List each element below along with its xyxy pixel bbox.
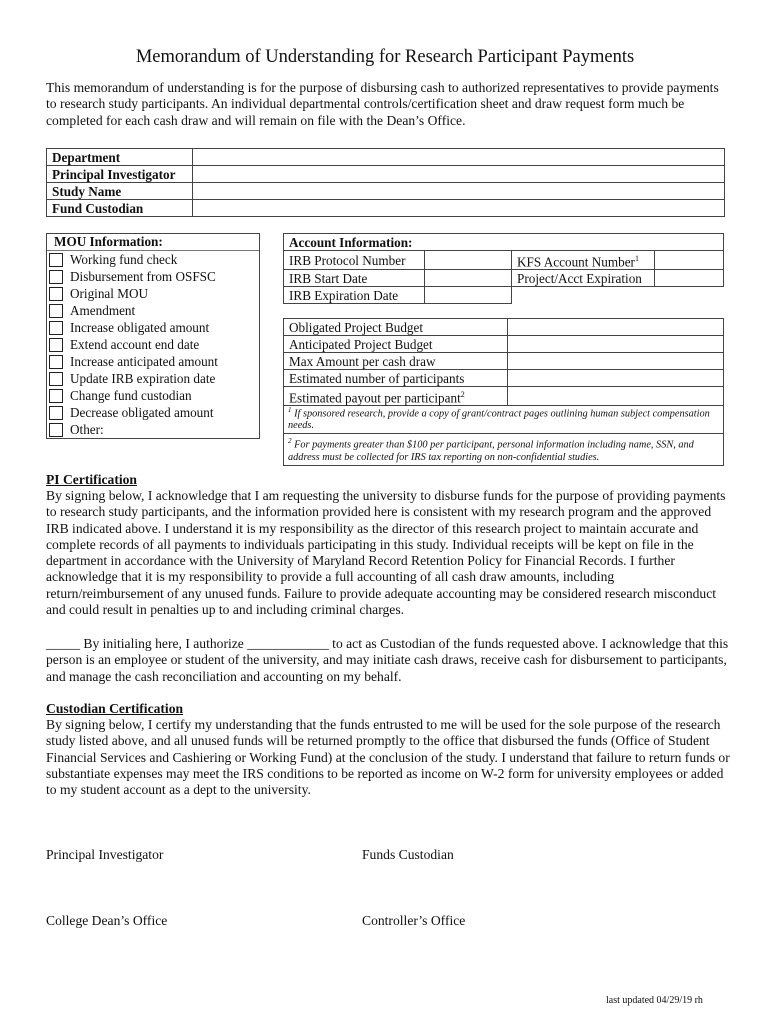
- last-updated-footer: last updated 04/29/19 rh: [606, 995, 703, 1006]
- obligated-budget-label: Obligated Project Budget: [284, 319, 508, 336]
- mou-option[interactable]: Working fund check: [47, 251, 259, 268]
- irb-start-input[interactable]: [425, 270, 512, 287]
- checkbox[interactable]: [49, 287, 63, 301]
- est-payout-label: Estimated payout per participant$^2$: [284, 387, 508, 406]
- custodian-certification-text: By signing below, I certify my understanding that the funds entrusted to me will be used for the sole purpose of the research study listed above, and all unused funds will be returned promptly to the office that disbursed the funds (Office of Student Financial Services and Cashiering or Working Fund) at the conclusion of the study. I understand that failure to return funds or substantiate expenses may meet the IRS conditions to be reported as income on W-2 form for university employees or added to my student account as a dept to the university.: [46, 717, 730, 798]
- mou-title: MOU Information:: [47, 234, 259, 251]
- checkbox[interactable]: [49, 253, 63, 267]
- signature-label-funds-custodian: Funds Custodian: [362, 847, 454, 862]
- mou-option[interactable]: Update IRB expiration date: [47, 370, 259, 387]
- signature-label-controller: Controller’s Office: [362, 913, 466, 928]
- anticipated-budget-label: Anticipated Project Budget: [284, 336, 508, 353]
- est-participants-input[interactable]: [508, 370, 724, 387]
- footnote-2: $^2$ For payments greater than $100 per participant, personal information including name, SSN, and address must be collected for IRS tax reporting on non-confidential studies.: [284, 433, 723, 464]
- mou-option[interactable]: Disbursement from OSFSC: [47, 268, 259, 285]
- footnotes-box: [283, 403, 724, 466]
- kfs-account-label: KFS Account Number$^1$: [512, 251, 655, 270]
- field-label-fund-custodian: Fund Custodian: [47, 200, 193, 217]
- field-input-study-name[interactable]: [193, 183, 725, 200]
- mou-option[interactable]: Amendment: [47, 302, 259, 319]
- anticipated-budget-input[interactable]: [508, 336, 724, 353]
- footnote-1: $^1$ If sponsored research, provide a copy of grant/contract pages outlining human subject compensation needs.: [288, 406, 710, 432]
- est-participants-label: Estimated number of participants: [284, 370, 508, 387]
- field-input-principal-investigator[interactable]: [193, 166, 725, 183]
- irb-start-label: IRB Start Date: [284, 270, 425, 287]
- max-amount-input[interactable]: [508, 353, 724, 370]
- account-info-table: [283, 233, 724, 304]
- checkbox[interactable]: [49, 338, 63, 352]
- account-info-title: Account Information:: [284, 234, 724, 251]
- project-info-table: [46, 148, 725, 217]
- field-label-principal-investigator: Principal Investigator: [47, 166, 193, 183]
- signature-label-principal-investigator: Principal Investigator: [46, 847, 164, 862]
- checkbox[interactable]: [49, 321, 63, 335]
- field-input-department[interactable]: [193, 149, 725, 166]
- intro-paragraph: This memorandum of understanding is for the purpose of disbursing cash to authorized representatives to provide payments to research study participants. An individual departmental controls/certification sheet and draw request form much be completed for each cash draw and will remain on file with the Dean’s Office.: [46, 80, 719, 128]
- budget-table: [283, 318, 724, 406]
- irb-expiration-input[interactable]: [425, 287, 512, 304]
- signature-label-college-dean: College Dean’s Office: [46, 913, 168, 928]
- mou-option[interactable]: Change fund custodian: [47, 387, 259, 404]
- mou-information-box: [46, 233, 260, 439]
- checkbox[interactable]: [49, 270, 63, 284]
- mou-option[interactable]: Increase anticipated amount: [47, 353, 259, 370]
- kfs-account-input[interactable]: [655, 251, 724, 270]
- mou-option[interactable]: Increase obligated amount: [47, 319, 259, 336]
- field-label-department: Department: [47, 149, 193, 166]
- checkbox[interactable]: [49, 372, 63, 386]
- field-input-fund-custodian[interactable]: [193, 200, 725, 217]
- project-expiration-input[interactable]: [655, 270, 724, 287]
- checkbox[interactable]: [49, 423, 63, 437]
- custodian-certification-heading: Custodian Certification: [46, 701, 184, 716]
- page-title: Memorandum of Understanding for Research Participant Payments: [135, 47, 635, 67]
- authorization-paragraph: _____ By initialing here, I authorize ____________ to act as Custodian of the funds requested above. I acknowledge that this person is an employee or student of the university, and may initiate cash draws, receive cash for disbursement to participants, and manage the cash reconciliation and accounting on my behalf.: [46, 636, 729, 684]
- field-label-study-name: Study Name: [47, 183, 193, 200]
- irb-protocol-input[interactable]: [425, 251, 512, 270]
- checkbox[interactable]: [49, 304, 63, 318]
- project-expiration-label: Project/Acct Expiration: [512, 270, 655, 287]
- checkbox[interactable]: [49, 389, 63, 403]
- mou-option-other[interactable]: Other:: [47, 421, 259, 438]
- irb-expiration-label: IRB Expiration Date: [284, 287, 425, 304]
- mou-option[interactable]: Extend account end date: [47, 336, 259, 353]
- max-amount-label: Max Amount per cash draw: [284, 353, 508, 370]
- pi-certification-text: By signing below, I acknowledge that I am requesting the university to disburse funds for the purpose of providing payments to research study participants, and the information provided here is consistent with my research program and the approved IRB indicated above. I understand it is my responsibility as the director of this research project to maintain accurate and complete records of all payments to individuals participating in this study. Individual receipts will be kept on file in the department in accordance with the University of Maryland Record Retention Policy for Financial Records. I further acknowledge that it is my responsibility to provide a full accounting of all cash draw amounts, including return/reimbursement of any unused funds. Failure to provide adequate accounting may be considered research misconduct and could result in penalties up to and including criminal charges.: [46, 488, 726, 618]
- mou-option[interactable]: Decrease obligated amount: [47, 404, 259, 421]
- obligated-budget-input[interactable]: [508, 319, 724, 336]
- irb-protocol-label: IRB Protocol Number: [284, 251, 425, 270]
- mou-option[interactable]: Original MOU: [47, 285, 259, 302]
- pi-certification-heading: PI Certification: [46, 472, 137, 487]
- checkbox[interactable]: [49, 406, 63, 420]
- checkbox[interactable]: [49, 355, 63, 369]
